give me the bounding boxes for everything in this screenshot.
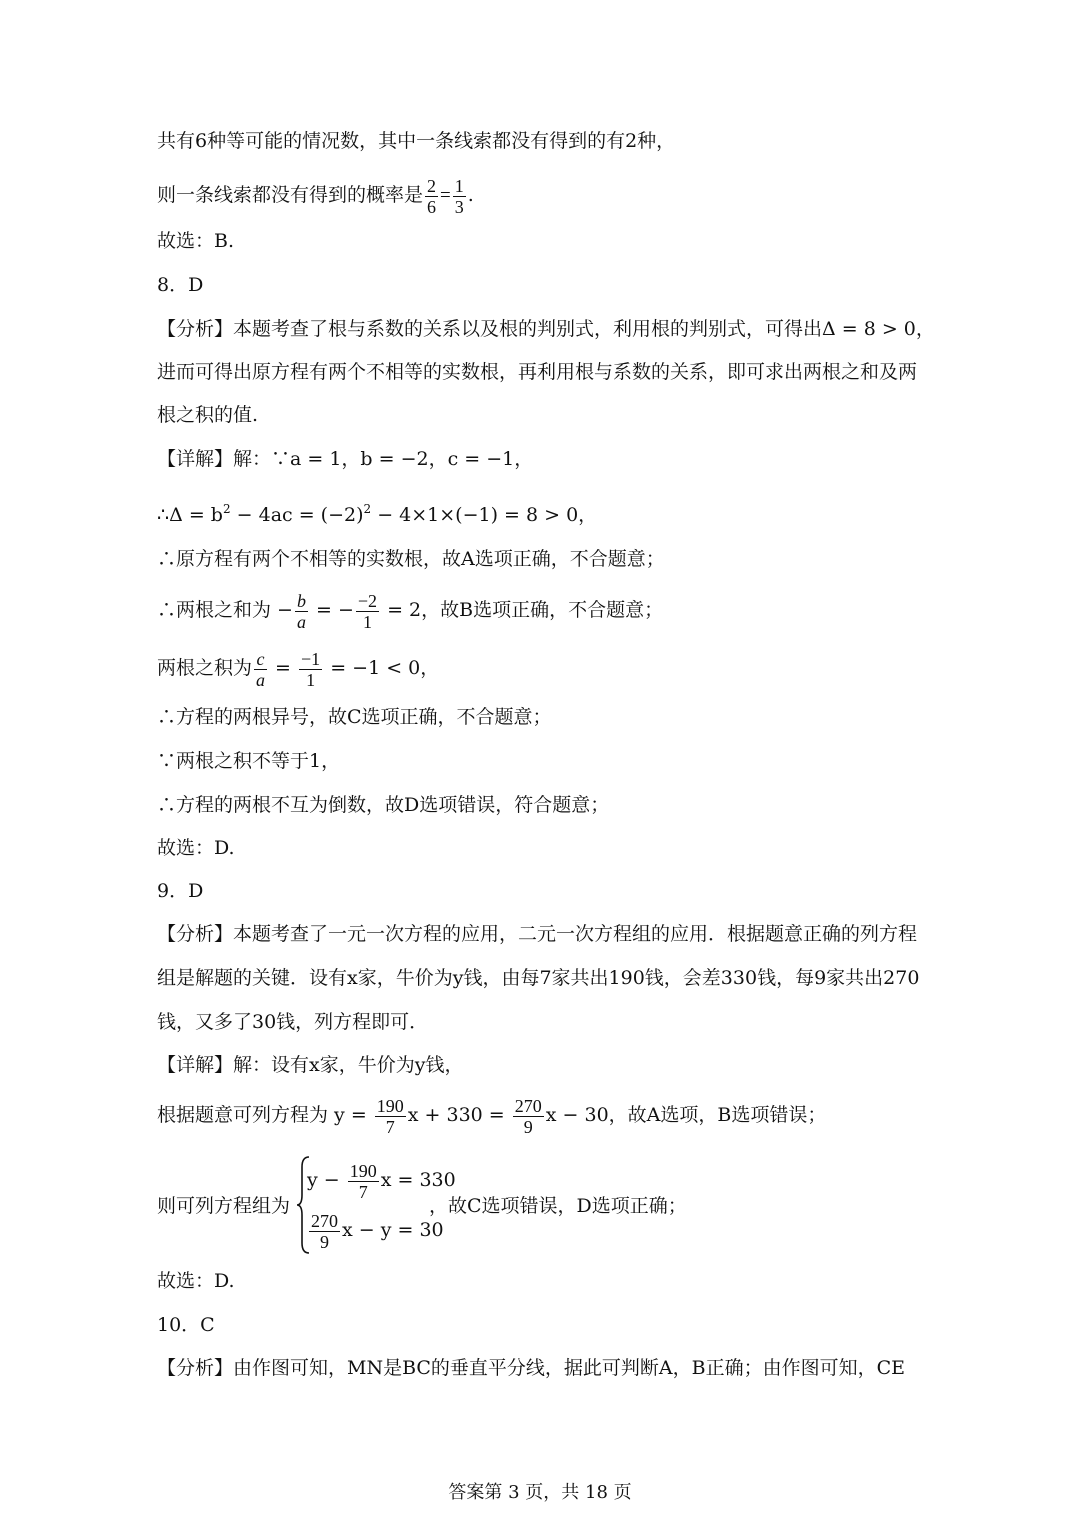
- denominator: a: [296, 611, 306, 632]
- text: 则可列方程组为: [157, 1195, 291, 1217]
- numerator: 270: [311, 1210, 338, 1231]
- discriminant-line: [157, 497, 940, 527]
- numerator: 190: [349, 1160, 377, 1181]
- numerator: c: [254, 649, 267, 670]
- denominator: 1: [362, 611, 372, 632]
- text: =: [269, 657, 298, 679]
- answer-line: 故选：D.: [157, 837, 235, 859]
- sum-line: [157, 585, 940, 635]
- fraction: [299, 649, 322, 690]
- text-line: ∴方程的两根异号，故C选项正确，不合题意；: [157, 706, 552, 728]
- numerator: 270: [514, 1095, 542, 1116]
- text: x + 330 =: [407, 1104, 511, 1126]
- text: = 2，故B选项正确，不合题意；: [381, 599, 664, 621]
- denominator: 7: [385, 1116, 395, 1137]
- question-number: 9．D: [157, 880, 204, 902]
- text-line: ∴方程的两根不互为倒数，故D选项错误，符合题意；: [157, 794, 610, 816]
- denominator: 3: [454, 196, 464, 217]
- text: x = 330: [380, 1169, 456, 1191]
- page-footer: 答案第 3 页，共 18 页: [448, 1482, 632, 1503]
- text: y −: [307, 1169, 346, 1191]
- fraction: [309, 1211, 340, 1252]
- denominator: a: [256, 669, 266, 690]
- fraction: [356, 591, 379, 632]
- fraction: [254, 649, 267, 690]
- question-number: 8．D: [157, 274, 204, 296]
- text-line: 共有6种等可能的情况数，其中一条线索都没有得到的有2种，: [157, 130, 676, 152]
- analysis-line: 【分析】本题考查了根与系数的关系以及根的判别式，利用根的判别式，可得出Δ = 8 > 0，: [157, 318, 935, 340]
- equation-line: [157, 1090, 940, 1140]
- text: 根据题意可列方程为 y =: [157, 1104, 373, 1126]
- equals: =: [440, 185, 451, 206]
- numerator: 190: [376, 1095, 404, 1116]
- text: x − y = 30: [342, 1219, 444, 1241]
- product-line: [157, 643, 940, 693]
- text-line: ∵两根之积不等于1，: [157, 750, 341, 772]
- text: ∴两根之和为 −: [157, 599, 293, 621]
- denominator: 7: [358, 1181, 368, 1202]
- detail-line: 【详解】解：设有x家，牛价为y钱，: [157, 1054, 464, 1076]
- numerator: 2: [427, 175, 437, 196]
- superscript: 2: [363, 502, 372, 516]
- fraction: [453, 176, 466, 217]
- analysis-line: 根之积的值.: [157, 404, 259, 426]
- text: 则一条线索都没有得到的概率是: [157, 184, 424, 206]
- text: − 4ac = (−2): [230, 504, 364, 526]
- fraction: [295, 591, 308, 632]
- answer-line: 故选：D.: [157, 1270, 235, 1292]
- denominator: 9: [320, 1231, 329, 1252]
- denominator: 6: [427, 196, 437, 217]
- denominator: 9: [523, 1116, 533, 1137]
- answer-line: 故选：B.: [157, 230, 235, 252]
- text: − 4×1×(−1) = 8 > 0，: [371, 504, 598, 526]
- numerator: 1: [454, 175, 464, 196]
- probability-line: [157, 170, 940, 221]
- fraction: [513, 1096, 544, 1137]
- analysis-line: 进而可得出原方程有两个不相等的实数根，再利用根与系数的关系，即可求出两根之和及两: [157, 361, 918, 383]
- text: ∴Δ = b: [157, 504, 223, 526]
- fraction: [348, 1161, 379, 1202]
- text: 两根之积为: [157, 657, 253, 679]
- numerator: −1: [301, 648, 321, 669]
- analysis-line: 【分析】由作图可知，MN是BC的垂直平分线，据此可判断A，B正确；由作图可知，CE: [157, 1357, 906, 1379]
- fraction: [425, 176, 438, 217]
- analysis-line: 【分析】本题考查了一元一次方程的应用，二元一次方程组的应用．根据题意正确的列方程: [157, 923, 918, 945]
- denominator: 1: [306, 669, 316, 690]
- text-line: ∴原方程有两个不相等的实数根，故A选项正确，不合题意；: [157, 548, 665, 570]
- detail-line: 【详解】解：∵a = 1，b = −2，c = −1，: [157, 448, 534, 470]
- question-number: 10．C: [157, 1314, 215, 1336]
- analysis-line: 组是解题的关键．设有x家，牛价为y钱，由每7家共出190钱，会差330钱，每9家共出270: [157, 967, 920, 989]
- text: ，故C选项错误，D选项正确；: [429, 1195, 687, 1217]
- numerator: −2: [357, 590, 378, 611]
- text: = −: [309, 599, 354, 621]
- text: x − 30，故A选项，B选项错误；: [545, 1104, 827, 1126]
- analysis-line: 钱，又多了30钱，列方程即可．: [157, 1011, 429, 1033]
- superscript: 2: [222, 502, 231, 516]
- text: = −1 < 0，: [324, 657, 440, 679]
- fraction: [375, 1096, 406, 1137]
- numerator: b: [296, 590, 306, 611]
- period: .: [467, 184, 474, 206]
